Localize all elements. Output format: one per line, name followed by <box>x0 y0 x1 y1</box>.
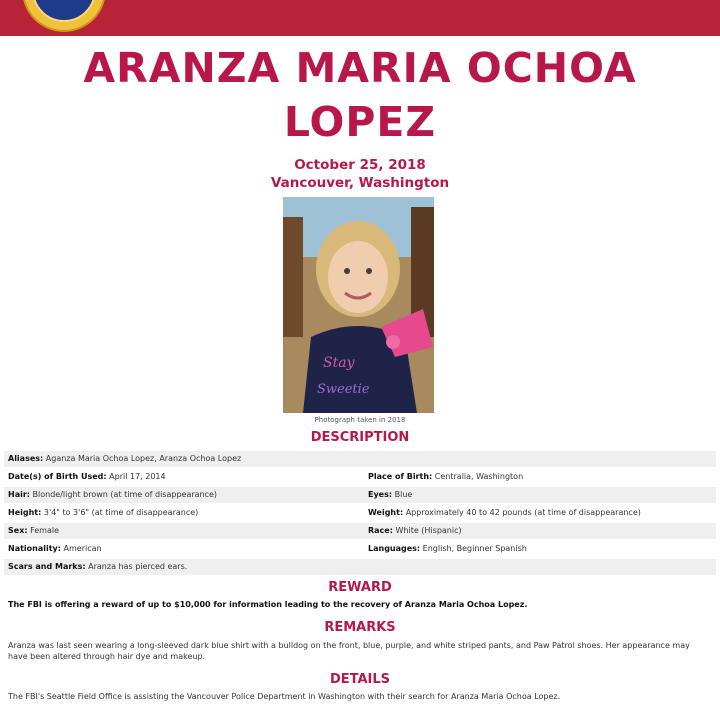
weight-value: Approximately 40 to 42 pounds (at time of disappearance) <box>405 508 641 517</box>
person-name-line2: LOPEZ <box>283 98 437 146</box>
remarks-text: Aranza was last seen wearing a long-sleeved dark blue shirt with a bulldog on the front, blue, purple, and white striped pants, and Paw Patrol shoes. Her appearance may have been altered through hair dye and makeup. <box>8 641 690 661</box>
seal-center <box>32 0 96 22</box>
dob-label: Date(s) of Birth Used: <box>8 472 107 481</box>
languages-value: English, Beginner Spanish <box>422 544 527 553</box>
sex-row <box>4 523 716 539</box>
weight-label: Weight: <box>368 508 404 517</box>
height-label: Height: <box>8 508 42 517</box>
eyes-label: Eyes: <box>368 490 393 499</box>
details-text: The FBI's Seattle Field Office is assisting the Vancouver Police Department in Washington with their search for Aranza Maria Ochoa Lopez. <box>8 692 561 701</box>
dob-value: April 17, 2014 <box>109 472 166 481</box>
person-photo <box>283 197 434 413</box>
scars-value: Aranza has pierced ears. <box>88 562 188 571</box>
race-value: White (Hispanic) <box>395 526 462 535</box>
hair-row <box>4 487 716 503</box>
nationality-row <box>4 541 716 557</box>
scars-row <box>4 559 716 575</box>
race-label: Race: <box>368 526 393 535</box>
hair-value: Blonde/light brown (at time of disappearance) <box>32 490 218 499</box>
details-heading: DETAILS <box>329 672 391 687</box>
languages-label: Languages: <box>368 544 421 553</box>
person-name-line1: ARANZA MARIA OCHOA <box>83 44 637 92</box>
height-row <box>4 505 716 521</box>
sex-value: Female <box>30 526 60 535</box>
aliases-row <box>4 451 716 467</box>
scars-label: Scars and Marks: <box>8 562 86 571</box>
eyes-value: Blue <box>394 490 413 499</box>
aliases-label: Aliases: <box>8 454 44 463</box>
nationality-value: American <box>63 544 102 553</box>
disappearance-date: October 25, 2018 <box>294 157 426 173</box>
nationality-label: Nationality: <box>8 544 61 553</box>
sex-label: Sex: <box>8 526 28 535</box>
aliases-value: Aganza Maria Ochoa Lopez, Aranza Ochoa Lopez <box>45 454 242 463</box>
disappearance-place: Vancouver, Washington <box>270 175 450 191</box>
pob-value: Centralia, Washington <box>434 472 524 481</box>
dob-row <box>4 469 716 485</box>
svg-text:Sweetie: Sweetie <box>317 382 370 397</box>
photo-caption: Photograph taken in 2018 <box>314 416 406 424</box>
hair-label: Hair: <box>8 490 30 499</box>
svg-text:Stay: Stay <box>323 355 355 371</box>
pob-label: Place of Birth: <box>368 472 433 481</box>
header-banner <box>0 0 720 36</box>
height-value: 3'4" to 3'6" (at time of disappearance) <box>43 508 199 517</box>
reward-heading: REWARD <box>328 580 392 595</box>
reward-text: The FBI is offering a reward of up to $10,000 for information leading to the recovery of Aranza Maria Ochoa Lopez. <box>8 600 528 609</box>
photo-illustration <box>283 197 434 413</box>
remarks-heading: REMARKS <box>324 620 396 635</box>
description-heading: DESCRIPTION <box>310 430 410 445</box>
